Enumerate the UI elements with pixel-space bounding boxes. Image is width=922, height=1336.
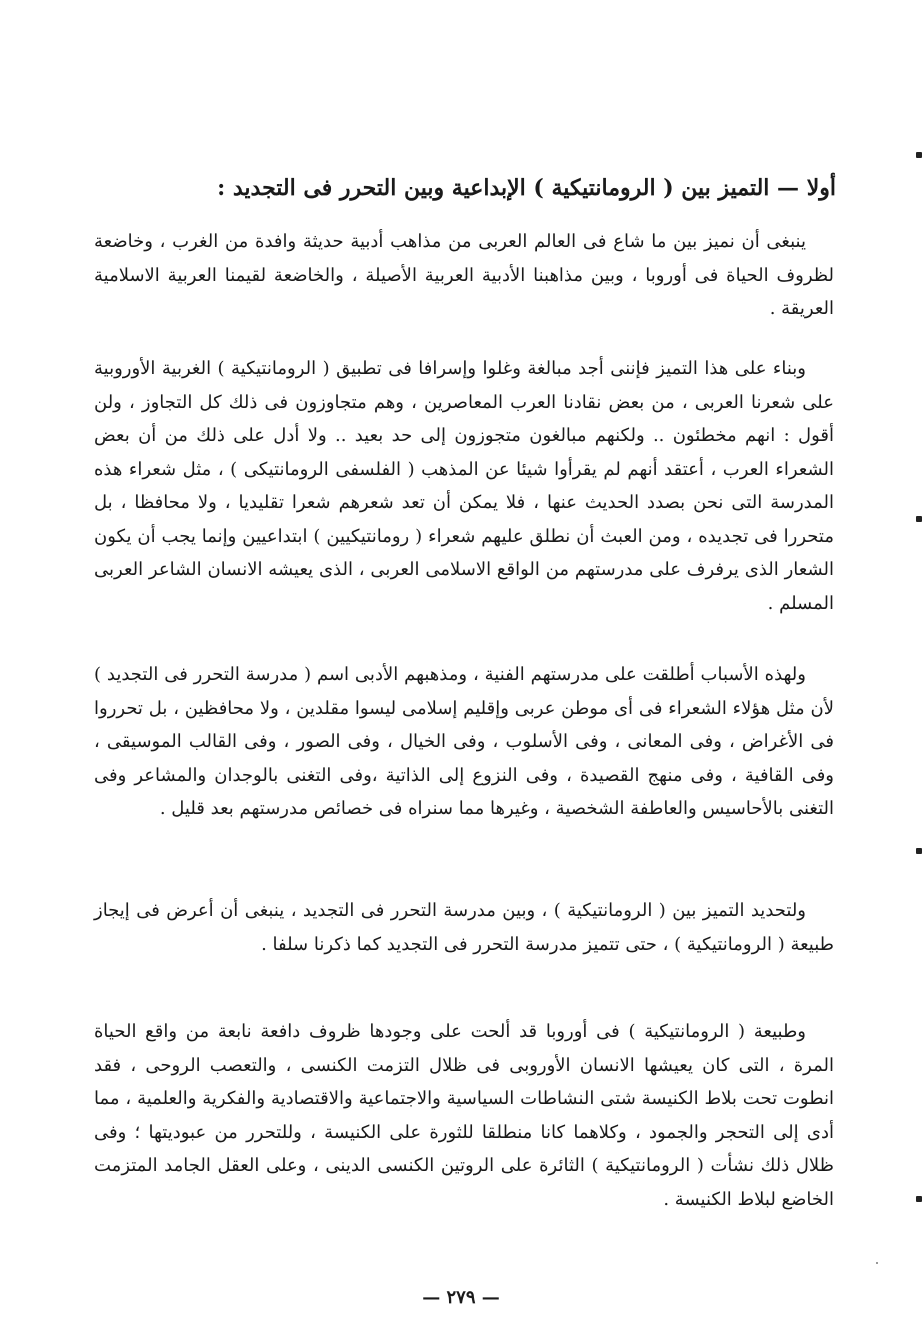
scan-edge-mark (916, 1196, 922, 1202)
paragraph-defining-distinction: ولتحديد التميز بين ( الرومانتيكية ) ، وبين مدرسة التحرر فى التجديد ، ينبغى أن أعرض فى إيجاز طبيعة ( الرومانتيكية ) ، حتى تتميز مدرسة التحرر فى التجديد كما ذكرنا سلفا . (94, 900, 834, 955)
section-heading: أولا — التميز بين ( الرومانتيكية ) الإبداعية وبين التحرر فى التجديد : (217, 175, 836, 201)
scan-edge-mark (916, 152, 922, 158)
paragraph-naming-reasons: ولهذه الأسباب أطلقت على مدرستهم الفنية ، ومذهبهم الأدبى اسم ( مدرسة التحرر فى التجديد ) لأن مثل هؤلاء الشعراء فى أى موطن عربى وإقليم إسلامى ليسوا مقلدين ، ولا محافظين ، بل تحرروا فى الأغراض ، وفى المعانى ، وفى الأسلوب ، وفى الخيال ، وفى الصور ، وفى القالب الموسيقى ، وفى القافية ، وفى منهج القصيدة ، وفى النزوع إلى الذاتية ،وفى التغنى بالوجدان والمشاعر وفى التغنى بالأحاسيس والعاطفة الشخصية ، وغيرها مما سنراه فى خصائص مدرستهم بعد قليل . (94, 664, 834, 819)
scan-edge-mark (916, 848, 922, 854)
scan-edge-mark (916, 516, 922, 522)
paragraph-exaggeration-critique: وبناء على هذا التميز فإننى أجد مبالغة وغلوا وإسرافا فى تطبيق ( الرومانتيكية ) الغربية الأوروبية على شعرنا العربى ، من بعض نقادنا العرب المعاصرين ، وهم متجاوزون فى ذلك كل التجاوز ، ولن أقول : انهم مخطئون .. ولكنهم مبالغون متجوزون إلى حد بعيد .. ولا أدل على ذلك من أن بعض الشعراء العرب ، أعتقد أنهم لم يقرأوا شيئا عن المذهب ( الفلسفى الرومانتيكى ) ، مثل شعراء هذه المدرسة التى نحن بصدد الحديث عنها ، فلا يمكن أن تعد شعرهم شعرا تقليديا ، ولا محافظا ، بل متحررا فى تجديده ، ومن العبث أن نطلق عليهم شعراء ( رومانتيكيين ) ابتداعيين وإنما يجب أن يكون الشعار الذى يرفرف على مدرستهم من الواقع الاسلامى العربى ، الذى يعيشه الانسان الشاعر العربى المسلم . (94, 358, 834, 614)
page-number: — ٢٧٩ — (422, 1287, 500, 1308)
paragraph-distinguish-schools: ينبغى أن نميز بين ما شاع فى العالم العربى من مذاهب أدبية حديثة وافدة من الغرب ، وخاضعة لظروف الحياة فى أوروبا ، وبين مذاهبنا الأدبية العربية الأصيلة ، والخاضعة لقيمنا العربية الاسلامية العريقة . (94, 231, 834, 319)
paragraph-romanticism-origins: وطبيعة ( الرومانتيكية ) فى أوروبا قد ألحت على وجودها ظروف دافعة نابعة من واقع الحياة المرة ، التى كان يعيشها الانسان الأوروبى فى ظلال التزمت الكنسى ، والتعصب الروحى ، فقد انطوت تحت بلاط الكنيسة شتى النشاطات السياسية والاجتماعية والاقتصادية والفكرية والعلمية ، مما أدى إلى التحجر والجمود ، وكلاهما كانا منطلقا للثورة على الكنيسة ، وللتحرر من عبوديتها ؛ وفى ظلال ذلك نشأت ( الرومانتيكية ) الثائرة على الروتين الكنسى الدينى ، وعلى العقل الجامد المتزمت الخاضع لبلاط الكنيسة . (94, 1021, 834, 1210)
scan-speck (876, 1262, 878, 1264)
